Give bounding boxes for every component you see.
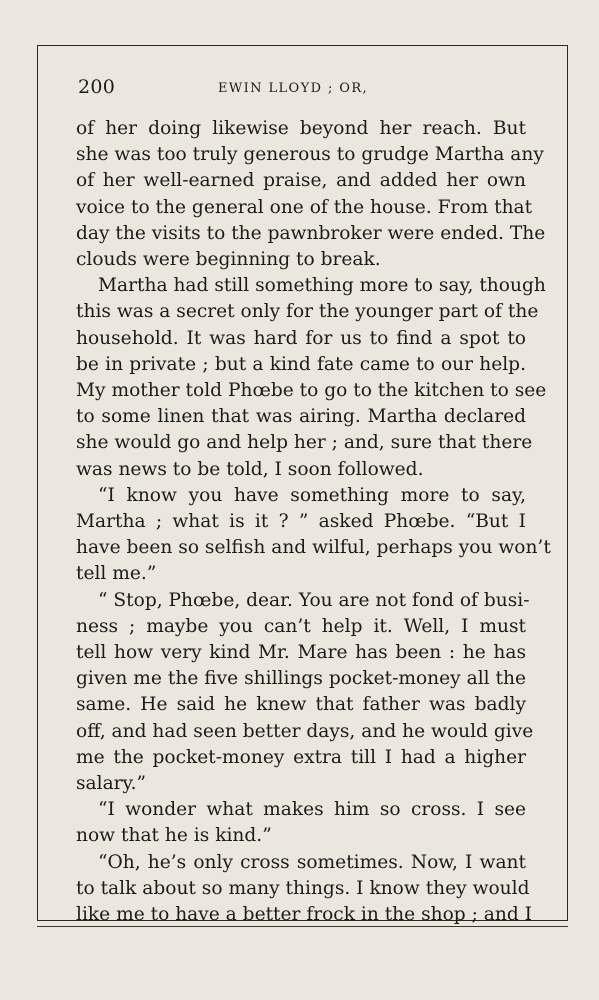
text-line: “ Stop, Phœbe, dear. You are not fond of busi- bbox=[98, 589, 530, 611]
text-line: Martha had still something more to say, though bbox=[98, 275, 546, 297]
text-line: same. He said he knew that father was badly bbox=[76, 694, 526, 716]
text-line: now that he is kind.” bbox=[76, 825, 272, 847]
text-line: to some linen that was airing. Martha declared bbox=[76, 406, 526, 428]
text-line: have been so selfish and wilful, perhaps you won’t bbox=[76, 537, 551, 559]
body-text bbox=[76, 116, 551, 928]
text-line: was news to be told, I soon followed. bbox=[76, 458, 424, 480]
text-line: to talk about so many things. I know they would bbox=[76, 877, 530, 899]
text-line: “I wonder what makes him so cross. I see bbox=[98, 799, 526, 821]
running-header bbox=[78, 76, 528, 102]
text-line: tell me.” bbox=[76, 563, 157, 585]
text-line: given me the five shillings pocket-money all the bbox=[76, 668, 526, 690]
text-line: voice to the general one of the house. From that bbox=[76, 196, 533, 218]
text-line: off, and had seen better days, and he would give bbox=[76, 720, 534, 742]
running-title: EWIN LLOYD ; OR, bbox=[218, 81, 369, 96]
text-line: salary.” bbox=[76, 773, 146, 795]
text-line: clouds were beginning to break. bbox=[76, 249, 381, 271]
text-line: like me to have a better frock in the shop ; and I bbox=[76, 904, 532, 926]
text-line: ness ; maybe you can’t help it. Well, I must bbox=[76, 615, 526, 637]
text-line: she was too truly generous to grudge Martha any bbox=[76, 144, 544, 166]
text-line: tell how very kind Mr. Mare has been : he has bbox=[76, 642, 526, 664]
text-line: she would go and help her ; and, sure that there bbox=[76, 432, 533, 454]
text-line: Martha ; what is it ? ” asked Phœbe. “But I bbox=[76, 511, 526, 533]
text-line: “I know you have something more to say, bbox=[98, 484, 526, 506]
page-number: 200 bbox=[78, 76, 116, 98]
text-line: of her well-earned praise, and added her own bbox=[76, 170, 526, 192]
text-line: day the visits to the pawnbroker were ended. The bbox=[76, 222, 546, 244]
text-line: be in private ; but a kind fate came to our help. bbox=[76, 353, 526, 375]
text-line: of her doing likewise beyond her reach. But bbox=[76, 118, 526, 139]
text-line: “Oh, he’s only cross sometimes. Now, I want bbox=[98, 851, 526, 873]
text-line: me the pocket-money extra till I had a higher bbox=[76, 746, 526, 768]
text-line: My mother told Phœbe to go to the kitchen to see bbox=[76, 380, 547, 402]
text-line: household. It was hard for us to find a spot to bbox=[76, 327, 526, 349]
text-line: this was a secret only for the younger part of the bbox=[76, 301, 539, 323]
